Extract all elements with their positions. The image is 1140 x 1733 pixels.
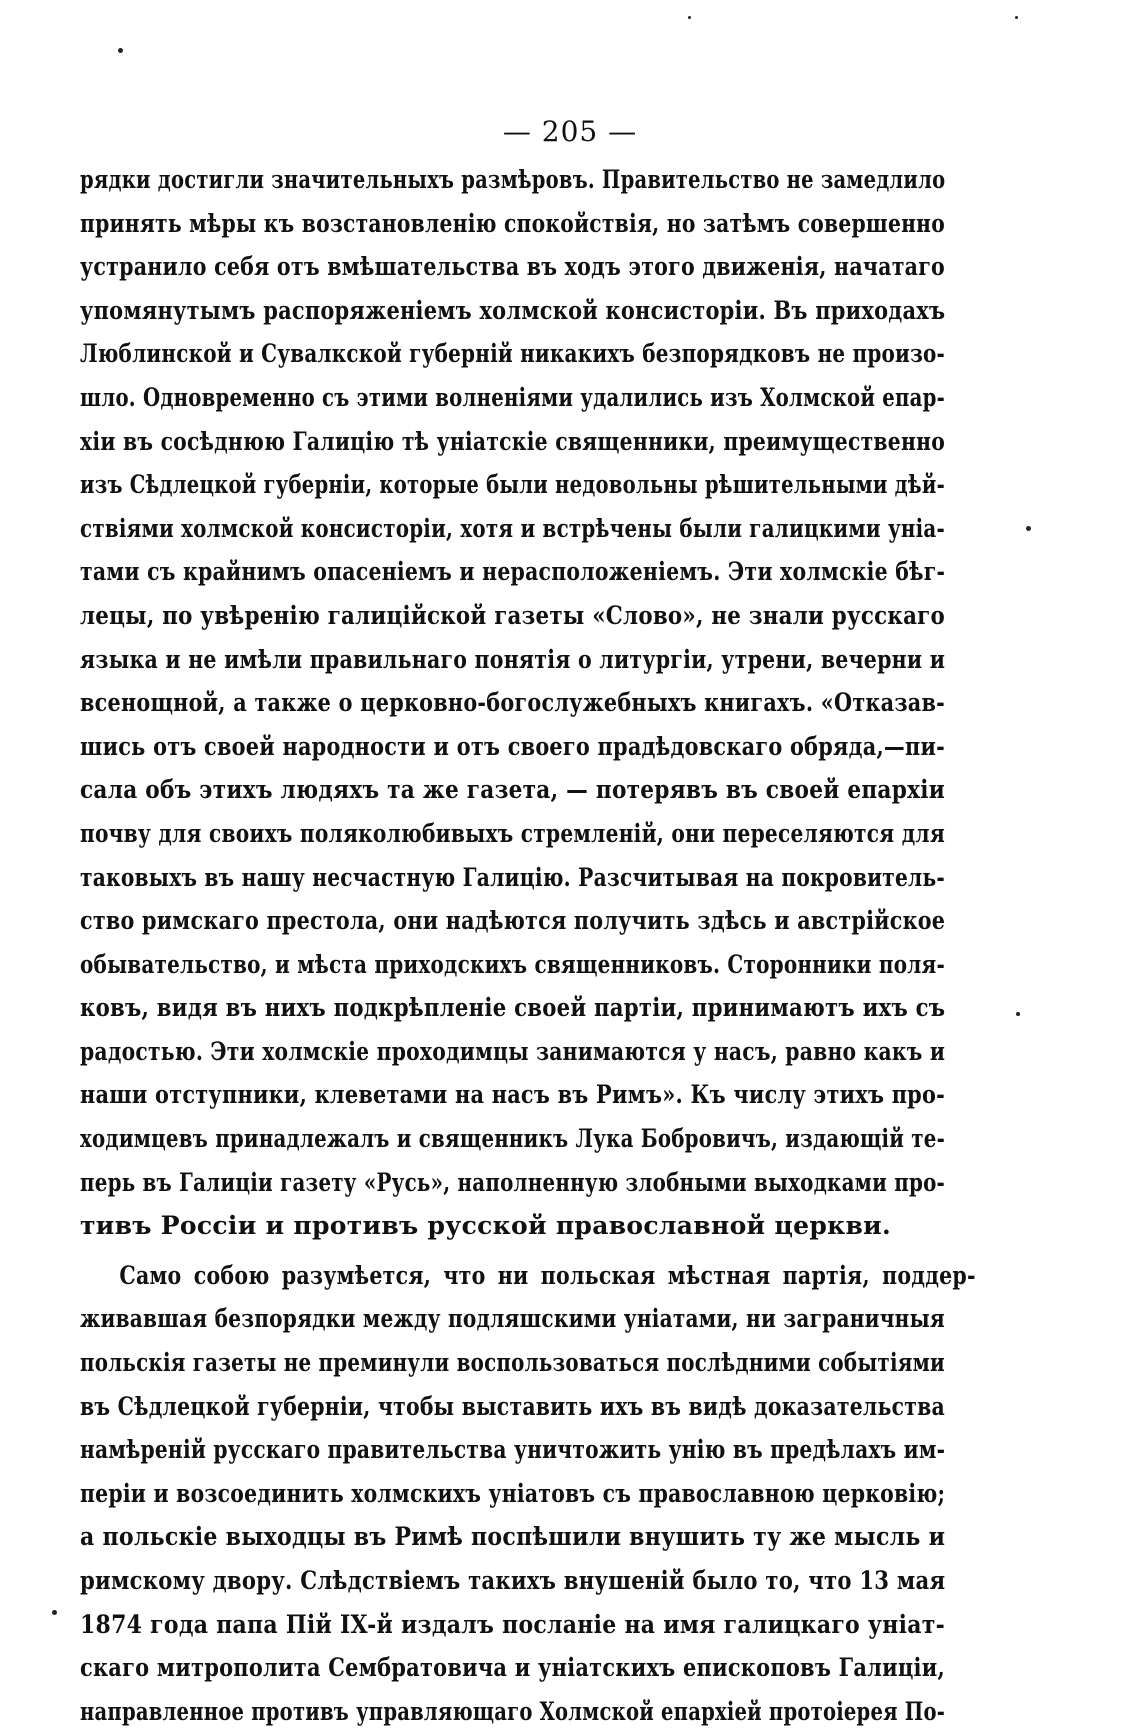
text-line: намѣреній русскаго правительства уничтожить унію въ предѣлахъ им- bbox=[80, 1435, 946, 1465]
scan-speck bbox=[1016, 1012, 1020, 1016]
text-line: шло. Одновременно съ этими волненіями удалились изъ Холмской епар- bbox=[80, 382, 945, 412]
body-text bbox=[80, 158, 976, 1733]
text-line: радостью. Эти холмскіе проходимцы занимаются у насъ, равно какъ и bbox=[80, 1036, 946, 1066]
text-line: Само собою разумѣется, что ни польская мѣстная партія, поддер- bbox=[119, 1260, 976, 1290]
text-line: обывательство, и мѣста приходскихъ священниковъ. Сторонники поля- bbox=[80, 949, 945, 979]
text-line: сала объ этихъ людяхъ та же газета, — потерявъ въ своей епархіи bbox=[80, 775, 945, 805]
text-line: хіи въ сосѣднюю Галицію тѣ уніатскіе священники, преимущественно bbox=[80, 426, 945, 456]
scan-speck bbox=[1026, 526, 1031, 531]
text-line: всенощной, а также о церковно-богослужебныхъ книгахъ. «Отказав- bbox=[80, 688, 945, 718]
scan-speck bbox=[118, 48, 123, 53]
paragraph-1 bbox=[80, 158, 945, 1248]
text-line: устранило себя отъ вмѣшательства въ ходъ этого движенія, начатаго bbox=[80, 252, 946, 282]
text-line: шись отъ своей народности и отъ своего прадѣдовскаго обряда,—пи- bbox=[80, 731, 945, 761]
text-line: римскому двору. Слѣдствіемъ такихъ внушеній было то, что 13 мая bbox=[80, 1566, 946, 1595]
text-line: почву для своихъ поляколюбивыхъ стремленій, они переселяются для bbox=[80, 818, 945, 848]
scan-speck bbox=[52, 1610, 57, 1615]
text-line: направленное противъ управляющаго Холмской епархіей протоіерея По- bbox=[80, 1696, 946, 1726]
text-line: періи и возсоединить холмскихъ уніатовъ съ православною церковію; bbox=[80, 1478, 946, 1508]
text-line: наши отступники, клеветами на насъ въ Римъ». Къ числу этихъ про- bbox=[80, 1080, 945, 1110]
text-line: тивъ Россіи и противъ русской православной церкви. bbox=[80, 1211, 892, 1241]
text-line: польскія газеты не преминули воспользоваться послѣдними событіями bbox=[80, 1348, 945, 1378]
text-line: ковъ, видя въ нихъ подкрѣпленіе своей партіи, принимаютъ ихъ съ bbox=[80, 993, 946, 1023]
text-line: а польскіе выходцы въ Римѣ поспѣшили внушить ту же мысль и bbox=[80, 1522, 946, 1552]
text-line: ство римскаго престола, они надѣются получить здѣсь и австрійское bbox=[80, 906, 946, 936]
text-line: 1874 года папа Пій IX-й издалъ посланіе на имя галицкаго уніат- bbox=[80, 1609, 945, 1639]
paragraph-2 bbox=[80, 1254, 976, 1733]
text-line: ствіями холмской консисторіи, хотя и встрѣчены были галицкими уніа- bbox=[80, 513, 945, 543]
scan-speck bbox=[1015, 16, 1018, 19]
text-line: упомянутымъ распоряженіемъ холмской консисторіи. Въ приходахъ bbox=[80, 295, 946, 325]
text-line: языка и не имѣли правильнаго понятія о литургіи, утрени, вечерни и bbox=[80, 644, 946, 674]
scan-speck bbox=[688, 16, 691, 19]
text-line: таковыхъ въ нашу несчастную Галицію. Разсчитывая на покровитель- bbox=[80, 862, 946, 892]
text-line: ходимцевъ принадлежалъ и священникъ Лука Бобровичъ, издающій те- bbox=[80, 1124, 945, 1154]
text-line: Люблинской и Сувалкской губерній никакихъ безпорядковъ не произо- bbox=[80, 339, 946, 369]
text-line: перь въ Галиціи газету «Русь», наполненную злобными выходками про- bbox=[80, 1167, 945, 1197]
text-line: лецы, по увѣренію галиційской газеты «Слово», не знали русскаго bbox=[80, 600, 945, 630]
text-line: скаго митрополита Сембратовича и уніатскихъ епископовъ Галиціи, bbox=[80, 1653, 945, 1683]
page-number: — 205 — bbox=[502, 115, 638, 148]
text-line: рядки достигли значительныхъ размѣровъ. Правительство не замедлило bbox=[80, 165, 946, 194]
text-line: въ Сѣдлецкой губерніи, чтобы выставить ихъ въ видѣ доказательства bbox=[80, 1391, 945, 1421]
text-line: принять мѣры къ возстановленію спокойствія, но затѣмъ совершенно bbox=[80, 208, 945, 238]
text-line: изъ Сѣдлецкой губерніи, которые были недовольны рѣшительными дѣй- bbox=[80, 470, 945, 500]
text-line: тами съ крайнимъ опасеніемъ и нерасположеніемъ. Эти холмскіе бѣг- bbox=[80, 557, 946, 587]
text-line: живавшая безпорядки между подляшскими уніатами, ни заграничныя bbox=[80, 1304, 945, 1334]
